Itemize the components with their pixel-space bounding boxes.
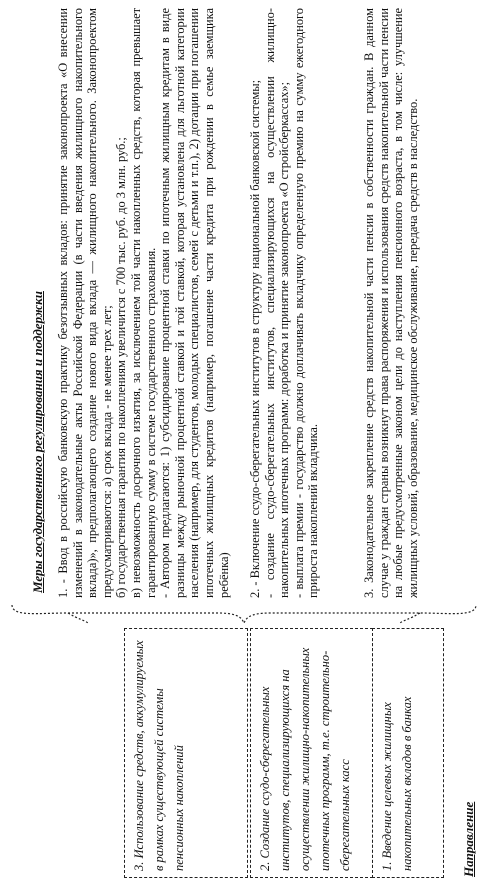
measure-paragraph: - выплата премии - государство должно доплачивать вкладчику определенную премию на сумму ежегодного прироста накоплений вкладчика.: [291, 8, 321, 598]
measure-paragraph: - создание ссудо-сберегательных институтов, специализирующихся на осуществлении жилищно-накопительных ипотечных программ: доработка и принятие законопроекта «О стройсберкассах»;: [262, 8, 292, 598]
measure-paragraph: 3. Законодательное закрепление средств накопительной части пенсии в собственности граждан. В данном случае у граждан страны возникнут права распоряжения и использования средств накопительной части пенсии на любые предусмотренные законом цели до наступления пенсионного возраста, в том числе: улучшение жилищных условий, образование, медицинское обслуживание, передача средств в наследство.: [362, 8, 420, 598]
measure-paragraph: - Автором предлагаются: 1) субсидирование процентной ставки по ипотечным жилищным кредитам в виде разницы между рыночной процентной ставкой и той ставкой, которая установлена для льготной категории населения (например, для студентов, молодых специалистов, семей с детьми и т.п.), 2) дотации при погашении ипотечных жилищных кредитов (например, погашение части кредита при рождении в семье заемщика ребёнка): [158, 8, 231, 598]
measure-block-2: [248, 8, 321, 598]
measure-block-3: [362, 8, 420, 598]
direction-box-2: 2. Создание ссудо-сберегательных институтов, специализирующихся на осуществлении жилищно-накопительных ипотечных программ, т.е. строительно-сберегательных касс: [250, 628, 373, 878]
measures-heading: Меры государственного регулирования и поддержки: [30, 291, 45, 593]
directions-heading: Направление: [461, 801, 476, 877]
measure-block-1: [56, 8, 231, 598]
dotted-brace: [8, 601, 480, 625]
measure-paragraph: 1. - Ввод в российскую банковскую практику безотзывных вкладов: принятие законопроекта «О внесении изменений в законодательные акты Российской Федерации (в части введения жилищного накопительного вклада)», предполагающего создание нового вида вклада — жилищного накопительного. Законопроектом предусматриваются: а) срок вклада - не менее трех лет;: [56, 8, 114, 598]
direction-box-1: 1. Введение целевых жилищных накопительных вкладов в банках: [372, 628, 444, 878]
direction-box-3: 3. Использование средств, аккумулируемых в рамках существующей системы пенсионных накоплений: [124, 628, 248, 878]
measure-paragraph: 2. - Включение ссудо-сберегательных институтов в структуру национальной банковской системы;: [248, 79, 262, 598]
measure-paragraph: в) невозможность досрочного изъятия, за исключением той части накопленных средств, которая превышает гарантированную сумму в системе государственного страхования.: [128, 8, 158, 598]
measure-paragraph: б) государственная гарантия по накоплениям увеличится с 700 тыс. руб. до 3 млн. руб.;: [114, 137, 129, 598]
